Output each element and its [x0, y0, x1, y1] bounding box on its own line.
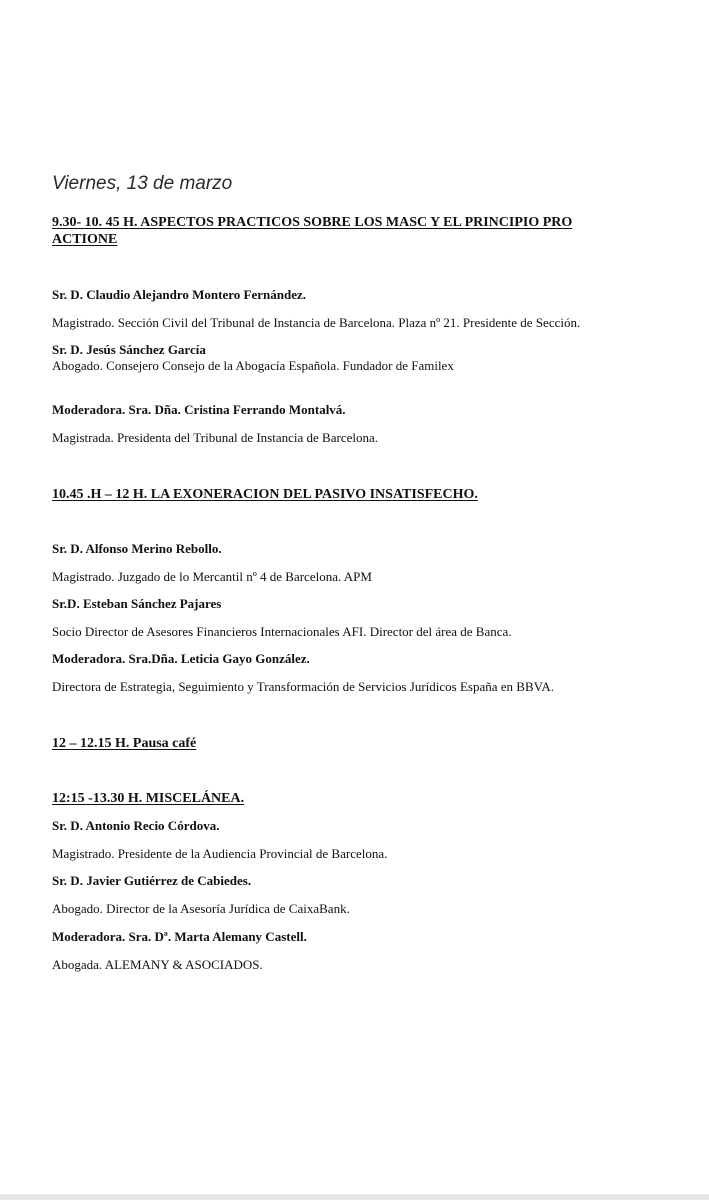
speaker-role: Magistrado. Sección Civil del Tribunal de Instancia de Barcelona. Plaza nº 21. Presidente de Sección. [52, 315, 581, 330]
session-4-heading-line1: 12:15 -13.30 H. MISCELÁNEA. [52, 791, 245, 806]
session-4-heading [52, 790, 244, 807]
speaker-name: Sr. D. Jesús Sánchez García [52, 342, 206, 357]
session-3-heading [52, 735, 196, 752]
speaker-role: Abogado. Consejero Consejo de la Abogacía Española. Fundador de Familex [52, 358, 454, 373]
moderator-role: Directora de Estrategia, Seguimiento y Transformación de Servicios Jurídicos España en BBVA. [52, 679, 554, 694]
speaker-role: Magistrado. Juzgado de lo Mercantil nº 4 de Barcelona. APM [52, 569, 372, 584]
moderator-name: Moderadora. Sra. Dña. Cristina Ferrando Montalvá. [52, 402, 346, 417]
speaker-name: Sr. D. Javier Gutiérrez de Cabiedes. [52, 873, 252, 888]
session-2-heading-line1: 10.45 .H – 12 H. LA EXONERACION DEL PASIVO INSATISFECHO. [52, 487, 478, 502]
page-title: Viernes, 13 de marzo [52, 173, 233, 194]
speaker-name: Sr. D. Antonio Recio Córdova. [52, 818, 220, 833]
moderator-name: Moderadora. Sra.Dña. Leticia Gayo González. [52, 651, 310, 666]
session-1-heading [52, 214, 572, 248]
moderator-role: Abogada. ALEMANY & ASOCIADOS. [52, 957, 263, 972]
moderator-name: Moderadora. Sra. Dª. Marta Alemany Castell. [52, 929, 307, 944]
coffee-break-heading: 12 – 12.15 H. Pausa café [52, 736, 197, 751]
speaker-name: Sr.D. Esteban Sánchez Pajares [52, 596, 222, 611]
speaker-role: Abogado. Director de la Asesoría Jurídica de CaixaBank. [52, 901, 350, 916]
speaker-name: Sr. D. Alfonso Merino Rebollo. [52, 541, 222, 556]
speaker-role: Socio Director de Asesores Financieros Internacionales AFI. Director del área de Banca. [52, 624, 512, 639]
session-1-heading-line1: 9.30- 10. 45 H. ASPECTOS PRACTICOS SOBRE LOS MASC Y EL PRINCIPIO PRO [52, 215, 573, 230]
moderator-role: Magistrada. Presidenta del Tribunal de Instancia de Barcelona. [52, 430, 378, 445]
session-1-heading-line2: ACTIONE [52, 232, 118, 247]
page-bottom-edge [0, 1194, 709, 1200]
speaker-role: Magistrado. Presidente de la Audiencia Provincial de Barcelona. [52, 846, 388, 861]
speaker-name: Sr. D. Claudio Alejandro Montero Fernández. [52, 287, 306, 302]
session-2-heading [52, 486, 478, 503]
